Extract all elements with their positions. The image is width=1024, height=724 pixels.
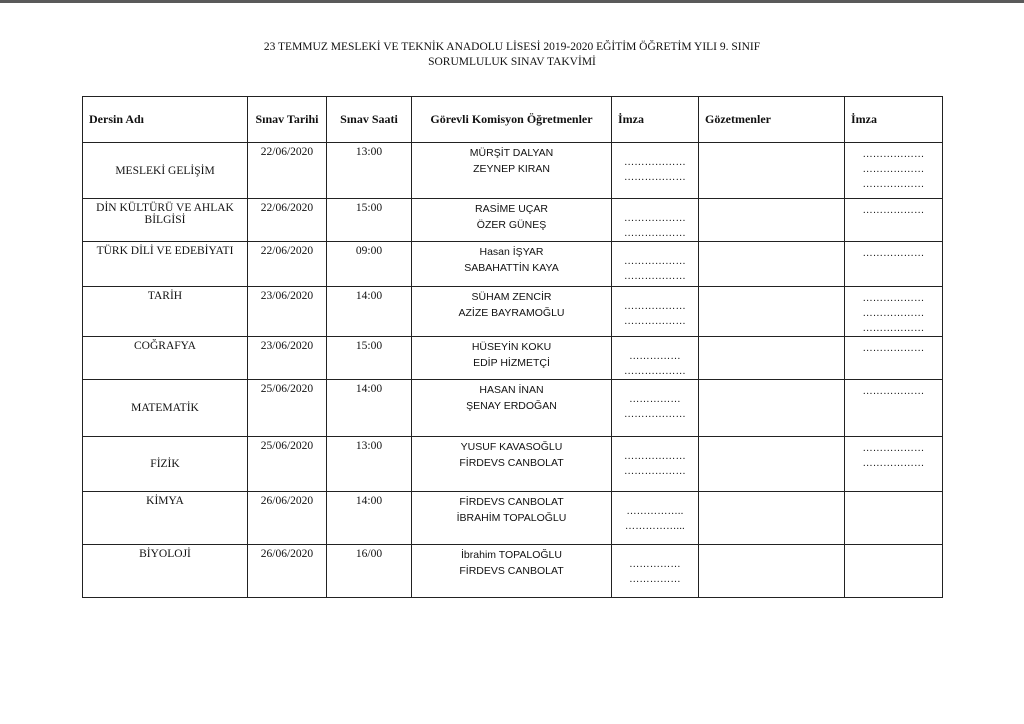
course-name: KİMYA [146,495,184,507]
time-cell: 15:00 [327,337,412,380]
teacher-name: RASİME UÇAR [475,203,548,215]
time-cell: 13:00 [327,143,412,199]
commission-teachers-cell [412,242,612,287]
signature-cell [612,380,699,437]
course-name: COĞRAFYA [134,340,196,352]
time-cell: 14:00 [327,287,412,337]
teacher-name: HÜSEYİN KOKU [471,341,552,353]
proctors-cell [699,545,845,598]
signature-line: ……………… [624,172,686,183]
proctors-cell [699,242,845,287]
time-cell: 16/00 [327,545,412,598]
time-cell: 14:00 [327,492,412,545]
proctors-cell [699,380,845,437]
time-cell: 13:00 [327,437,412,492]
signature-2-cell [845,337,943,380]
header-date: Sınav Tarihi [248,97,327,143]
table-row [83,492,943,545]
course-name: DİN KÜLTÜRÜ VE AHLAK [96,202,234,214]
proctors-cell [699,337,845,380]
title-line-1: 23 TEMMUZ MESLEKİ VE TEKNİK ANADOLU LİSESİ 2019-2020 EĞİTİM ÖĞRETİM YILI 9. SINIF [263,41,761,53]
date-cell: 25/06/2020 [248,380,327,437]
teacher-name: ZEYNEP KIRAN [473,163,550,175]
signature-2-cell [845,242,943,287]
signature-line: ……………… [862,308,925,319]
signature-cell [612,545,699,598]
signature-2-cell [845,143,943,199]
signature-line: ……………… [862,179,925,190]
signature-line: ……………… [862,443,925,454]
signature-line: ……………… [862,205,925,216]
signature-line: ……………… [624,409,686,420]
course-name: BİLGİSİ [144,214,186,226]
teacher-name: FİRDEVS CANBOLAT [459,565,564,577]
signature-line: …………… [629,394,681,405]
date-cell: 22/06/2020 [248,143,327,199]
date-cell: 22/06/2020 [248,242,327,287]
signature-cell [612,287,699,337]
course-cell [83,287,248,337]
teacher-name: HASAN İNAN [479,384,544,396]
signature-line: ……………… [624,213,686,224]
title-line-2: SORUMLULUK SINAV TAKVİMİ [428,56,596,68]
date-cell: 22/06/2020 [248,199,327,242]
table-row [83,337,943,380]
header-signature: İmza [612,97,699,143]
document-title [0,40,1024,70]
signature-cell [612,492,699,545]
teacher-name: ÖZER GÜNEŞ [476,219,547,231]
date-cell: 25/06/2020 [248,437,327,492]
commission-teachers-cell [412,380,612,437]
teacher-name: ŞENAY ERDOĞAN [466,400,557,412]
date-cell: 26/06/2020 [248,492,327,545]
signature-line: ……………… [862,323,925,334]
header-signature-2: İmza [845,97,943,143]
proctors-cell [699,492,845,545]
signature-2-cell [845,437,943,492]
teacher-name: İbrahim TOPALOĞLU [461,549,562,561]
header-commission: Görevli Komisyon Öğretmenler [412,97,612,143]
signature-2-cell [845,287,943,337]
signature-line: ……………… [624,316,686,327]
time-cell: 15:00 [327,199,412,242]
exam-schedule-table [82,96,943,598]
signature-line: …………… [629,559,681,570]
course-cell [83,380,248,437]
table-row [83,380,943,437]
commission-teachers-cell [412,492,612,545]
teacher-name: EDİP HİZMETÇİ [473,357,550,369]
signature-line: …………… [629,574,681,585]
date-cell: 26/06/2020 [248,545,327,598]
signature-line: ……………… [624,271,686,282]
table-row [83,287,943,337]
course-name: TÜRK DİLİ VE EDEBİYATI [96,245,234,257]
table-row [83,143,943,199]
commission-teachers-cell [412,337,612,380]
date-cell: 23/06/2020 [248,287,327,337]
course-cell [83,337,248,380]
commission-teachers-cell [412,437,612,492]
scan-edge [0,0,1024,3]
table-row [83,437,943,492]
proctors-cell [699,199,845,242]
proctors-cell [699,437,845,492]
commission-teachers-cell [412,287,612,337]
course-cell [83,545,248,598]
table-row [83,242,943,287]
signature-2-cell [845,492,943,545]
table-row [83,199,943,242]
signature-2-cell [845,199,943,242]
time-cell: 09:00 [327,242,412,287]
teacher-name: SÜHAM ZENCİR [471,291,552,303]
header-row [83,97,943,143]
signature-2-cell [845,380,943,437]
signature-cell [612,337,699,380]
course-name: MATEMATİK [131,402,199,414]
signature-cell [612,437,699,492]
signature-line: ……………… [862,164,925,175]
signature-line: ……………… [624,256,686,267]
signature-line: ……………… [862,386,925,397]
signature-line: …………… [629,351,681,362]
signature-line: ……………... [625,521,685,532]
signature-line: ……………… [862,458,925,469]
signature-2-cell [845,545,943,598]
commission-teachers-cell [412,143,612,199]
course-cell [83,242,248,287]
course-name: TARİH [147,290,183,302]
commission-teachers-cell [412,199,612,242]
teacher-name: Hasan İŞYAR [479,246,544,258]
signature-line: ……………… [624,451,686,462]
teacher-name: İBRAHİM TOPALOĞLU [456,512,567,524]
time-cell: 14:00 [327,380,412,437]
course-name: BİYOLOJİ [139,548,191,560]
signature-line: ……………… [624,466,686,477]
teacher-name: SABAHATTİN KAYA [464,262,559,274]
signature-cell [612,242,699,287]
header-course: Dersin Adı [83,97,248,143]
header-time: Sınav Saati [327,97,412,143]
date-cell: 23/06/2020 [248,337,327,380]
commission-teachers-cell [412,545,612,598]
signature-cell [612,143,699,199]
teacher-name: YUSUF KAVASOĞLU [460,441,563,453]
course-name: FİZİK [150,458,180,470]
signature-line: ……………… [624,228,686,239]
course-name: MESLEKİ GELİŞİM [115,164,215,177]
signature-line: ……………… [624,366,686,377]
signature-line: ……………… [624,301,686,312]
teacher-name: FİRDEVS CANBOLAT [459,496,564,508]
course-cell [83,437,248,492]
signature-line: ……………… [862,248,925,259]
signature-line: ……………… [862,343,925,354]
header-proctors: Gözetmenler [699,97,845,143]
proctors-cell [699,143,845,199]
course-cell [83,199,248,242]
signature-cell [612,199,699,242]
proctors-cell [699,287,845,337]
signature-line: ……………… [862,149,925,160]
course-cell [83,143,248,199]
teacher-name: AZİZE BAYRAMOĞLU [458,307,565,319]
signature-line: ……………… [624,157,686,168]
table-row [83,545,943,598]
course-cell [83,492,248,545]
signature-line: ……………… [862,293,925,304]
teacher-name: MÜRŞİT DALYAN [469,147,554,159]
signature-line: …………….. [626,506,684,517]
teacher-name: FİRDEVS CANBOLAT [459,457,564,469]
